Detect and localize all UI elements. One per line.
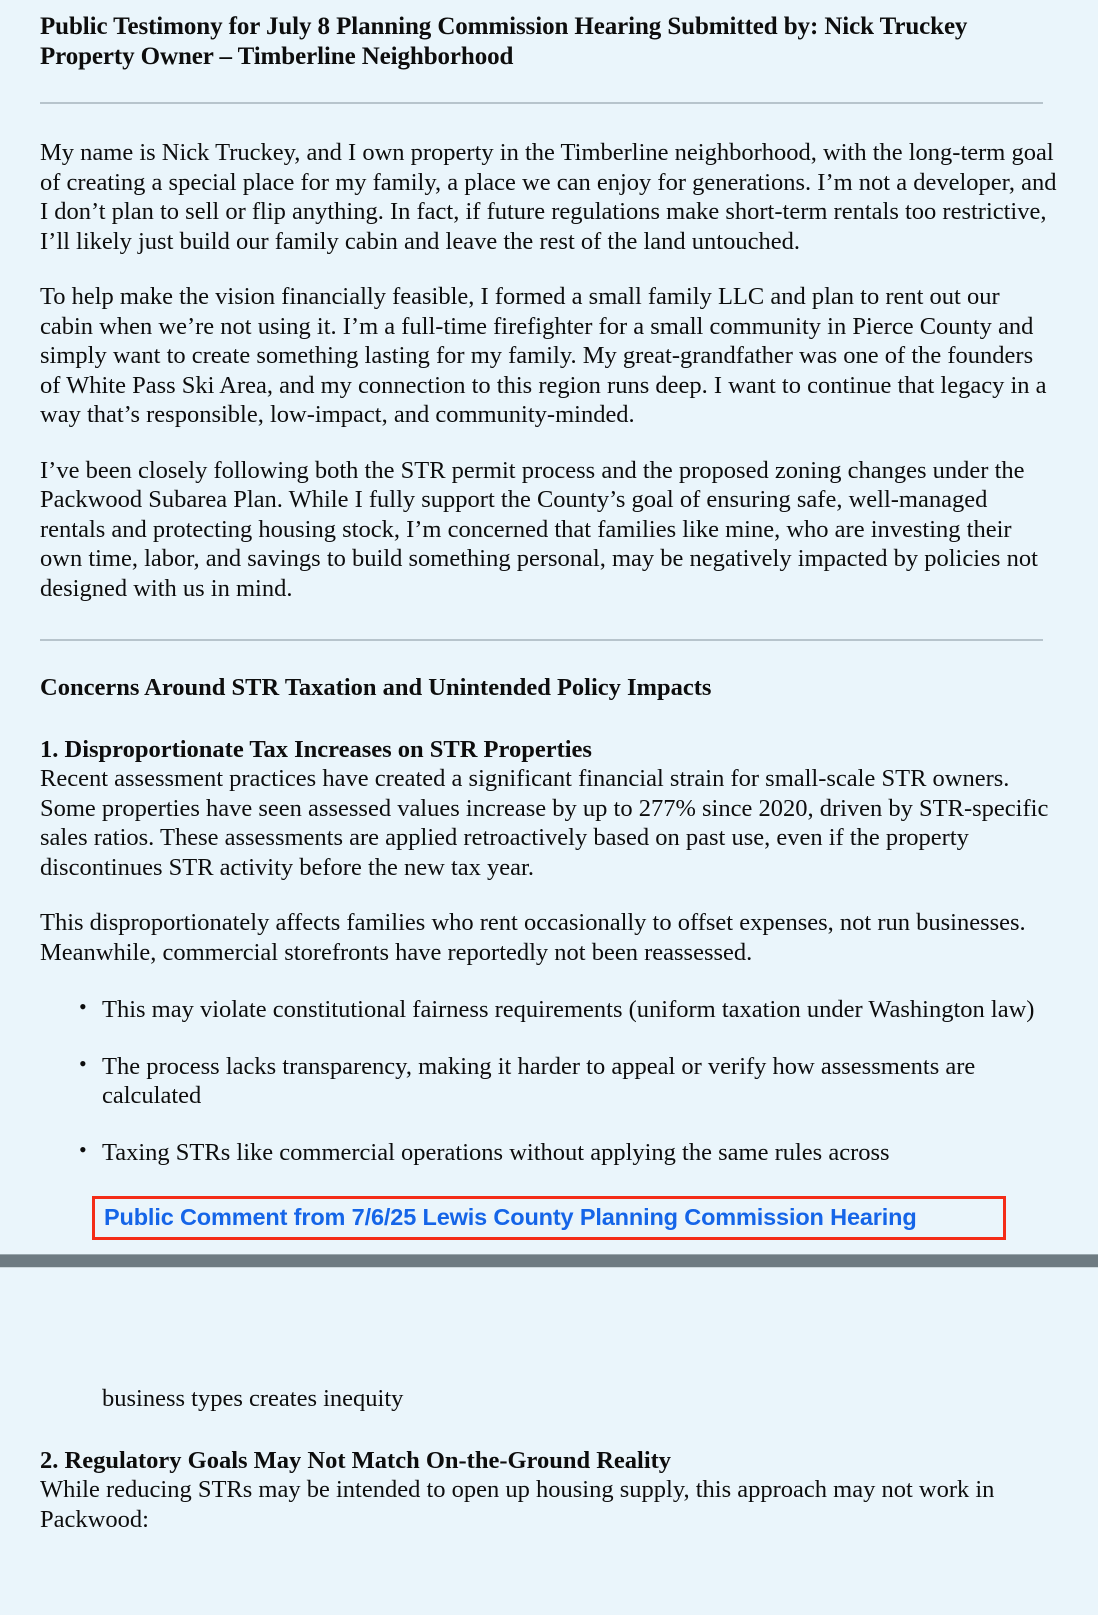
paragraph-assessment-practices: Recent assessment practices have created a significant financial strain for small-scale STR owners. Some properties have seen assessed values increase by up to 277% since 2020, driven by STR-specific sales ratios. These assessments are applied retroactively based on past use, even if the property discontinues STR activity before the new tax year. <box>40 765 1049 881</box>
paragraph-financial-vision: To help make the vision financially feasible, I formed a small family LLC and plan to rent out our cabin when we’re not using it. I’m a full-time firefighter for a small community in Pierce County and simply want to create something lasting for my family. My great-grandfather was one of the founders of White Pass Ski Area, and my connection to this region runs deep. I want to continue that legacy in a way that’s responsible, low-impact, and community-minded. <box>40 283 1047 429</box>
continued-list-item: business types creates inequity <box>102 1385 404 1413</box>
page-title: Public Testimony for July 8 Planning Commission Hearing Submitted by: Nick Truckey Property Owner – Timberline Neighborhood <box>40 13 968 70</box>
list-item: • Taxing STRs like commercial operations without applying the same rules across <box>102 1138 1058 1168</box>
subheading-regulatory-goals: 2. Regulatory Goals May Not Match On-the-Ground Reality <box>40 1446 672 1474</box>
paragraph-intro: My name is Nick Truckey, and I own property in the Timberline neighborhood, with the long-term goal of creating a special place for my family, a place we can enjoy for generations. I’m not a developer, and I don’t plan to sell or flip anything. In fact, if future regulations make short-term rentals too restrictive, I’ll likely just build our family cabin and leave the rest of the land untouched. <box>40 139 1057 255</box>
concerns-bullet-list <box>40 995 1058 1167</box>
subheading-disproportionate-tax-increases: 1. Disproportionate Tax Increases on STR Properties <box>40 735 592 763</box>
section-divider <box>40 639 1043 641</box>
title-divider <box>40 102 1043 104</box>
paragraph-str-permit-process: I’ve been closely following both the STR permit process and the proposed zoning changes under the Packwood Subarea Plan. While I fully support the County’s goal of ensuring safe, well-managed rentals and protecting housing stock, I’m concerned that families like mine, who are investing their own time, labor, and savings to build something personal, may be negatively impacted by policies not designed with us in mind. <box>40 456 1038 602</box>
section-heading-concerns: Concerns Around STR Taxation and Unintended Policy Impacts <box>40 674 712 702</box>
paragraph-reducing-strs: While reducing STRs may be intended to open up housing supply, this approach may not work in Packwood: <box>40 1476 995 1533</box>
list-item: • The process lacks transparency, making it harder to appeal or verify how assessments are calculated <box>102 1052 1058 1111</box>
document-page-two <box>0 1268 1098 1534</box>
callout-container <box>40 1196 1058 1240</box>
list-item: • This may violate constitutional fairness requirements (uniform taxation under Washington law) <box>102 995 1058 1025</box>
page-break-separator <box>0 1254 1098 1268</box>
callout-label: Public Comment from 7/6/25 Lewis County Planning Commission Hearing <box>104 1204 917 1231</box>
paragraph-disproportionate-effects: This disproportionately affects families who rent occasionally to offset expenses, not run businesses. Meanwhile, commercial storefronts have reportedly not been reassessed. <box>40 909 1026 966</box>
highlighted-callout-box <box>92 1196 1006 1240</box>
